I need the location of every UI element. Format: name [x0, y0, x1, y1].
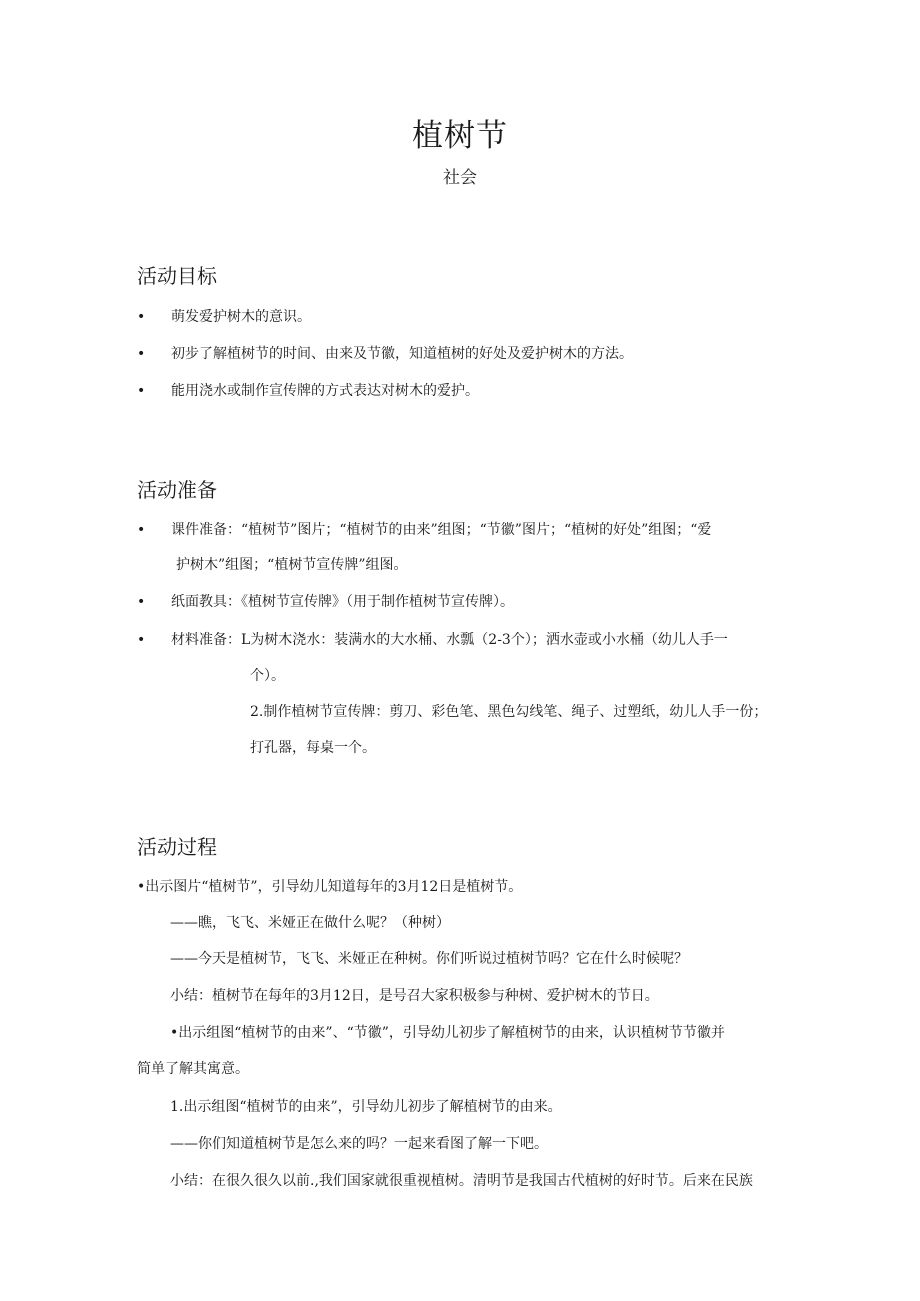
document-subtitle: 社会 — [443, 168, 477, 188]
section-heading-prep: 活动准备 — [137, 478, 217, 502]
prep-item-3-line-4: 打孔器，每桌一个。 — [250, 740, 376, 756]
goal-item-2: 初步了解植树节的时间、由来及节徽，知道植树的好处及爱护树木的方法。 — [171, 346, 633, 362]
prep-item-1-line-1: 课件准备：“植树节”图片；“植树节的由来”组图；“节徽”图片；“植树的好处”组图；“爱 — [171, 522, 712, 538]
process-line-4: 小结：植树节在每年的3月12日，是号召大家积极参与种树、爱护树木的节日。 — [170, 988, 659, 1004]
process-line-7: 1.出示组图“植树节的由来”，引导幼儿初步了解植树节的由来。 — [170, 1099, 562, 1115]
goal-item-1: 萌发爱护树木的意识。 — [171, 309, 311, 325]
process-line-5: •出示组图“植树节的由来”、“节徽”，引导幼儿初步了解植树节的由来，认识植树节节徽并 — [170, 1025, 725, 1041]
prep-item-3-line-2: 个）。 — [250, 668, 285, 684]
bullet-icon: • — [137, 594, 146, 610]
process-line-9: 小结：在很久很久以前.,我们国家就很重视植树。清明节是我国古代植树的好时节。后来在民族 — [170, 1173, 753, 1189]
bullet-icon: • — [137, 522, 146, 538]
bullet-icon: • — [137, 346, 146, 362]
process-line-2: ——瞧，飞飞、米娅正在做什么呢？（种树） — [170, 915, 450, 931]
prep-item-1-line-2: 护树木”组图；“植树节宣传牌”组图。 — [176, 557, 408, 573]
bullet-icon: • — [137, 383, 146, 399]
prep-item-3-line-3: 2.制作植树节宣传牌：剪刀、彩色笔、黑色勾线笔、绳子、过塑纸，幼儿人手一份； — [250, 704, 768, 720]
bullet-icon: • — [137, 632, 146, 648]
section-heading-goals: 活动目标 — [137, 264, 217, 288]
document-title: 植树节 — [412, 118, 508, 154]
process-line-6: 简单了解其寓意。 — [137, 1061, 249, 1077]
bullet-icon: • — [137, 309, 146, 325]
prep-item-2: 纸面教具：《植树节宣传牌》（用于制作植树节宣传牌）。 — [171, 594, 514, 610]
process-line-8: ——你们知道植树节是怎么来的吗？一起来看图了解一下吧。 — [170, 1136, 548, 1152]
process-line-3: ——今天是植树节，飞飞、米娅正在种树。你们听说过植树节吗？它在什么时候呢？ — [170, 951, 688, 967]
section-heading-process: 活动过程 — [137, 835, 217, 859]
prep-item-3-line-1: 材料准备：L为树木浇水：装满水的大水桶、水瓢（2-3个）；洒水壶或小水桶（幼儿人手一 — [171, 632, 728, 648]
goal-item-3: 能用浇水或制作宣传牌的方式表达对树木的爱护。 — [171, 383, 479, 399]
process-line-1: •出示图片“植树节”，引导幼儿知道每年的3月12日是植树节。 — [137, 879, 523, 895]
